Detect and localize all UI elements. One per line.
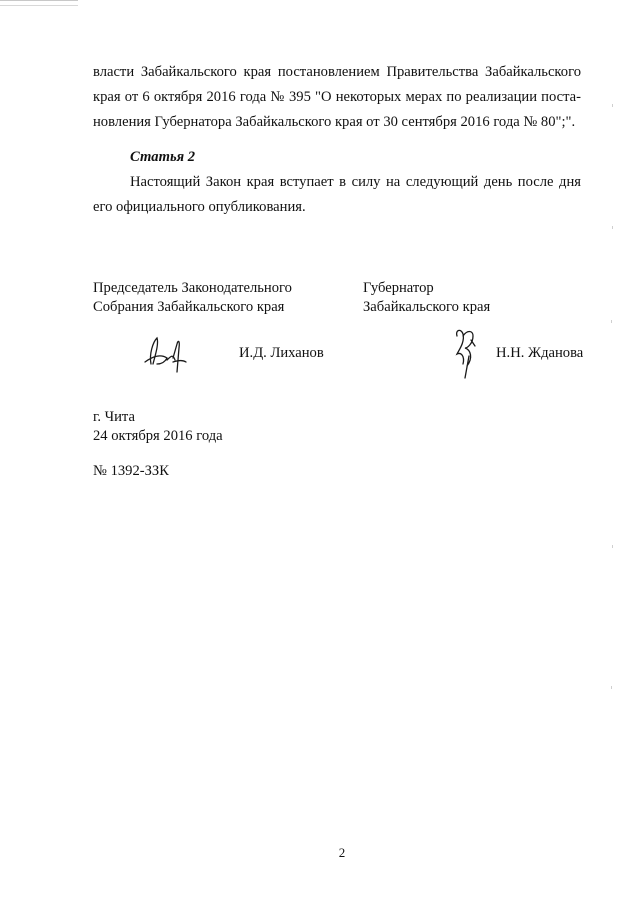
law-number: № 1392-ЗЗК <box>93 463 169 479</box>
paragraph-2-line: его официального опубликования. <box>93 199 306 215</box>
signature-right <box>451 326 479 380</box>
paragraph-2-line: Настоящий Закон края вступает в силу на следующий день после дня <box>130 174 581 190</box>
signatory-left-title <box>93 279 292 317</box>
scan-speck <box>611 686 612 689</box>
signatory-right-title-line: Забайкальского края <box>363 299 491 315</box>
page-number: 2 <box>338 845 346 860</box>
scan-speck <box>612 226 613 229</box>
article-heading: Статья 2 <box>130 149 196 165</box>
scan-speck <box>611 320 612 323</box>
paragraph-1-line: власти Забайкальского края постановлением Правительства Забайкальского <box>93 64 581 80</box>
signatory-left-title-line: Собрания Забайкальского края <box>93 299 285 315</box>
paragraph-2 <box>93 170 581 220</box>
signatory-right-title <box>363 279 490 317</box>
signature-left <box>143 334 187 376</box>
signatory-left-title-line: Председатель Законодательного <box>93 280 292 296</box>
signatory-right-name: Н.Н. Жданова <box>496 345 584 361</box>
paragraph-1 <box>93 60 581 135</box>
signatory-right-title-line: Губернатор <box>363 280 434 296</box>
paragraph-1-line: края от 6 октября 2016 года № 395 "О некоторых мерах по реализации поста- <box>93 89 581 105</box>
place-and-date <box>93 408 223 446</box>
scan-speck <box>612 104 613 107</box>
scan-speck <box>612 545 613 548</box>
date-line: 24 октября 2016 года <box>93 428 223 444</box>
paragraph-1-line: новления Губернатора Забайкальского края от 30 сентября 2016 года № 80";". <box>93 114 576 130</box>
scan-artifact-top <box>0 0 78 6</box>
signatory-left-name: И.Д. Лиханов <box>239 345 324 361</box>
place-line: г. Чита <box>93 409 135 425</box>
